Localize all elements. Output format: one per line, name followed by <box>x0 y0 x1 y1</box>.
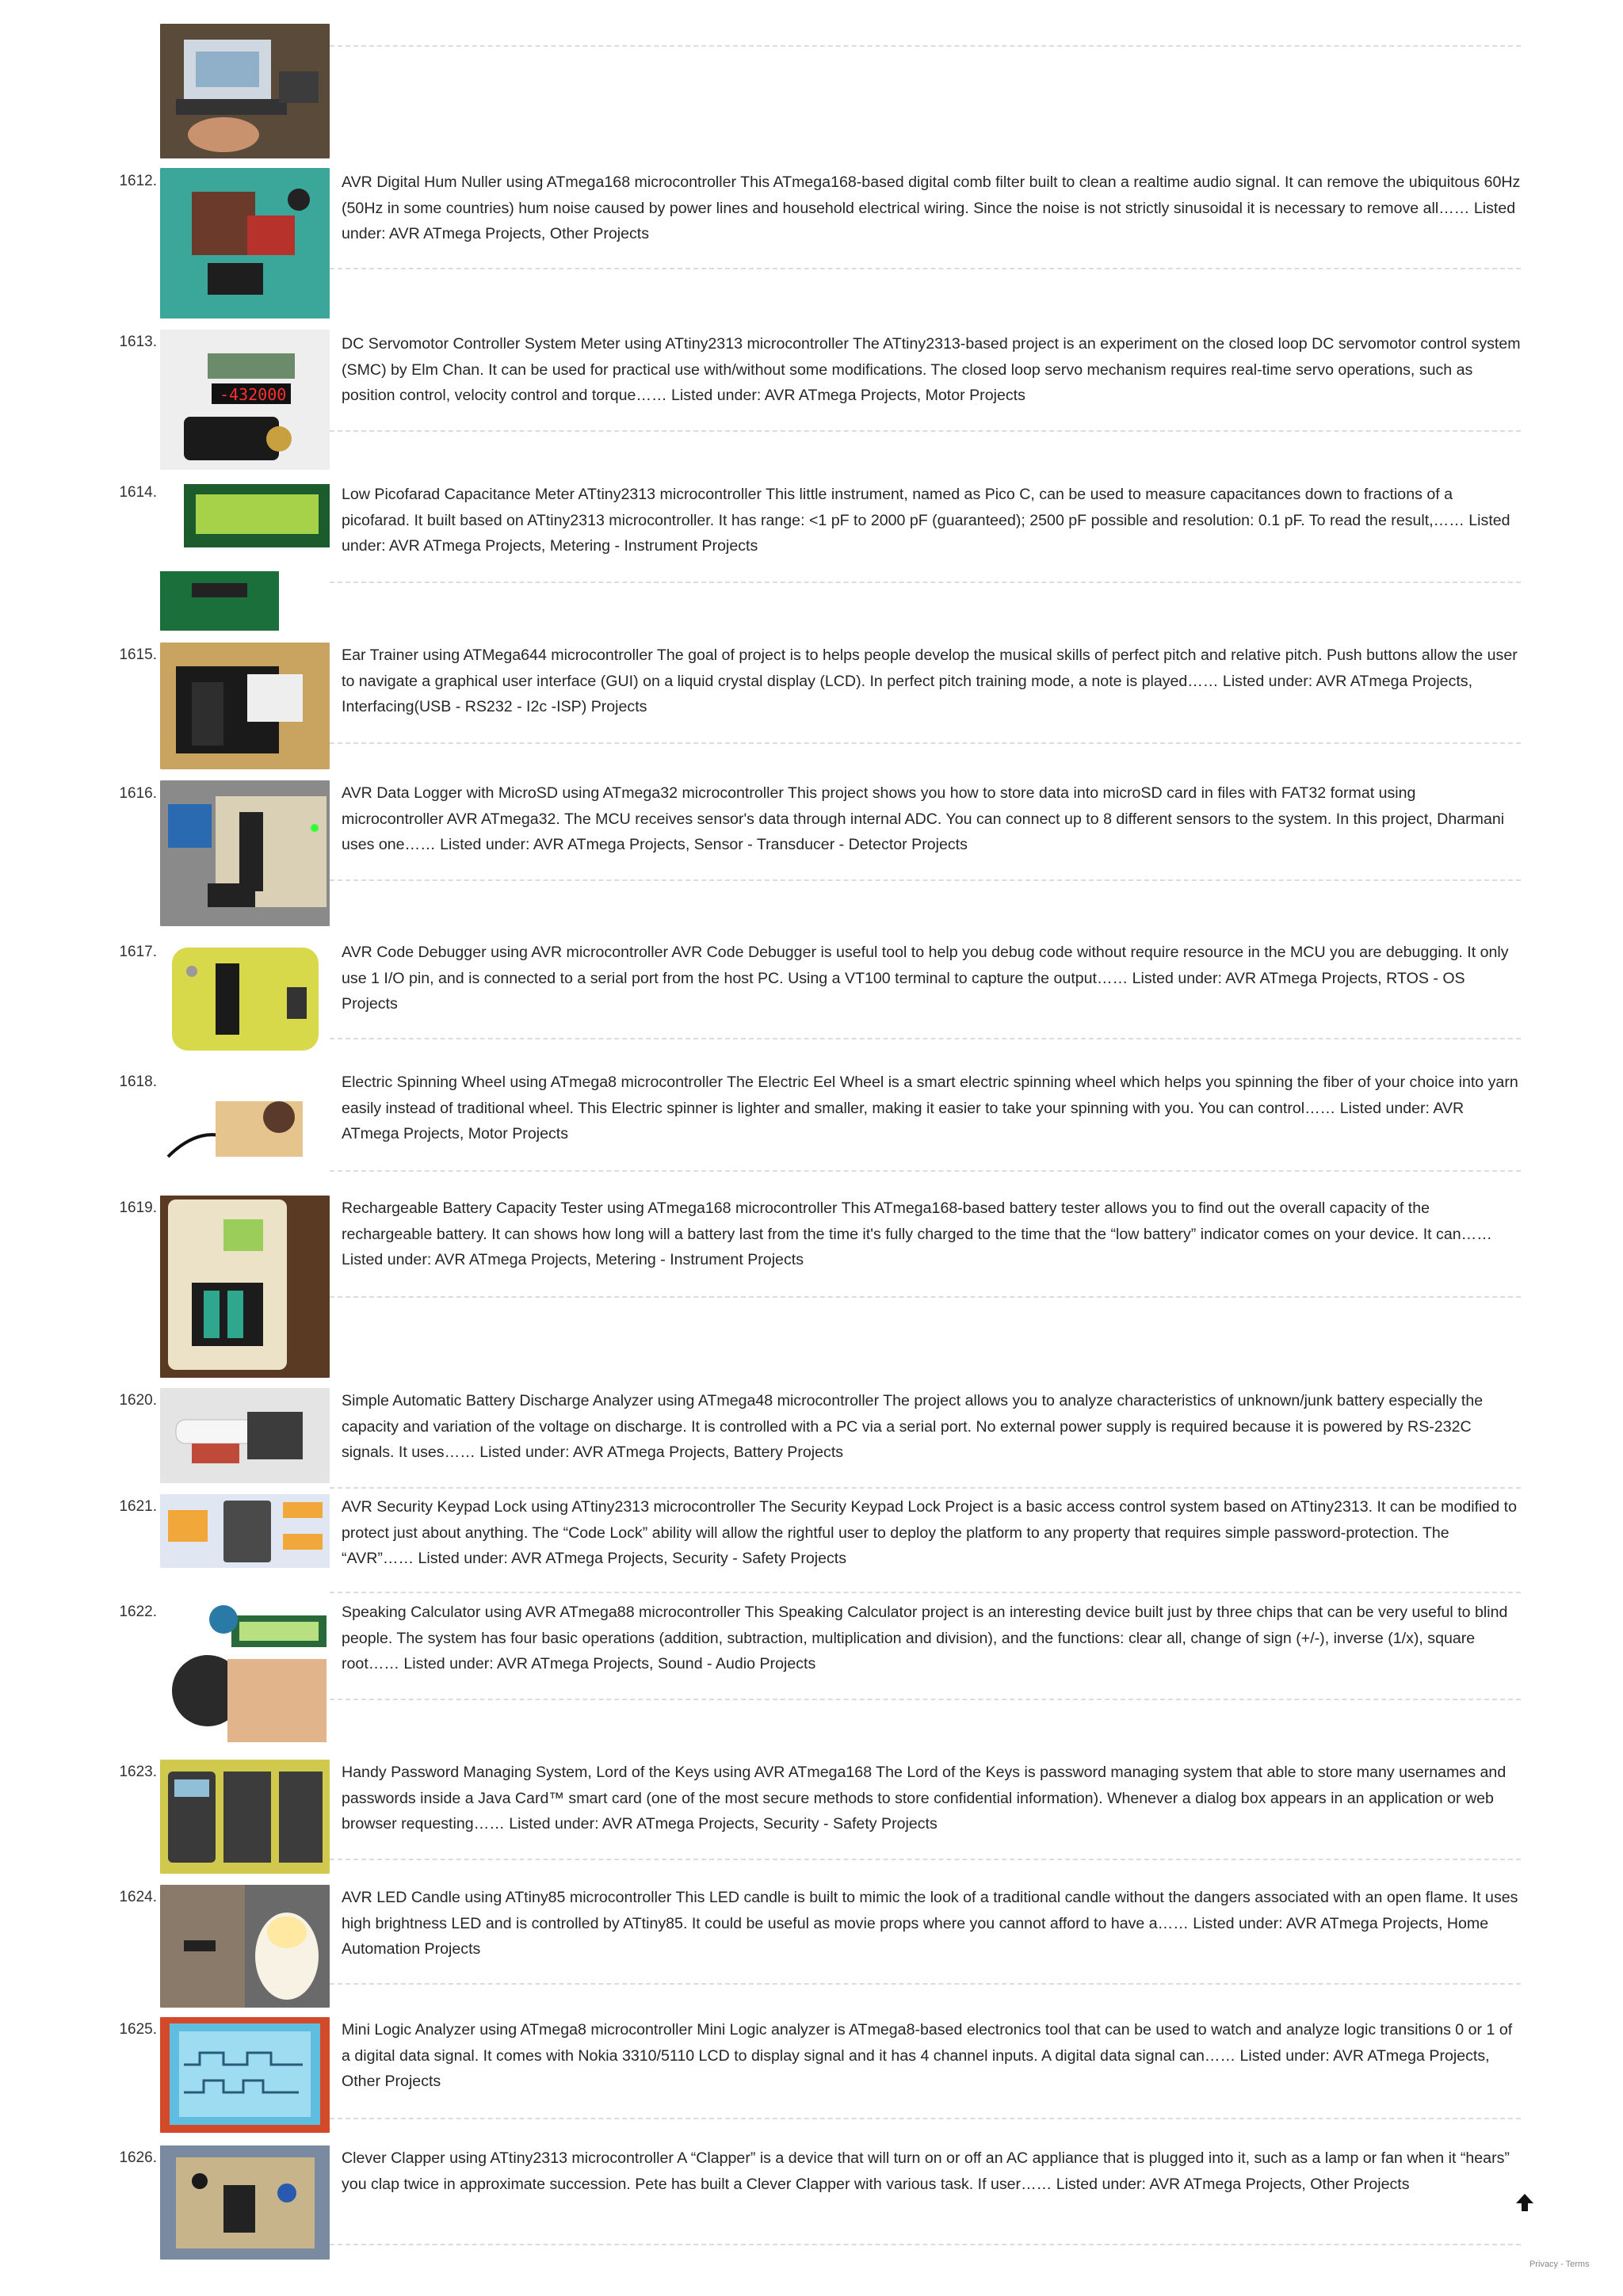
separator <box>330 1699 1521 1700</box>
item-number: 1624. <box>119 1889 157 1905</box>
category-link[interactable]: AVR ATmega Projects, Motor Projects <box>764 387 1025 404</box>
category-link[interactable]: AVR ATmega Projects, Metering - Instrument Projects <box>434 1251 804 1268</box>
item-number: 1615. <box>119 646 157 663</box>
item-number: 1621. <box>119 1498 157 1515</box>
item-description: DC Servomotor Controller System Meter using ATtiny2313 microcontroller The ATtiny2313-based project is an experiment on the closed loop DC servomotor control system (SMC) by Elm Chan. It can be used for practical use with/without some modifications. The closed loop servo mechanism requires real-time servo operations, such as position control, velocity control and torque…… Listed under: AVR ATmega Projects, Motor Projects <box>342 335 1521 404</box>
category-link[interactable]: AVR ATmega Projects, RTOS - OS Projects <box>342 969 1465 1013</box>
project-thumbnail[interactable] <box>160 1760 330 1874</box>
project-thumbnail[interactable] <box>160 330 330 470</box>
item-description: AVR LED Candle using ATtiny85 microcontroller This LED candle is built to mimic the look of a traditional candle without the dangers associated with an open flame. It uses high brightness LED and is controlled by ATtiny85. It could be useful as movie props where you cannot afford to have a…… Listed under: AVR ATmega Projects, Home Automation Projects <box>342 1889 1518 1958</box>
item-number: 1623. <box>119 1764 157 1780</box>
item-number: 1612. <box>119 173 157 189</box>
item-description: AVR Security Keypad Lock using ATtiny2313 microcontroller The Security Keypad Lock Project is a basic access control system based on ATtiny2313. It can be modified to protect just about anything. The “Code Lock” ability will allow the rightful user to deploy the platform to any property that requires simple password-protection. The “AVR”…… Listed under: AVR ATmega Projects, Security - Safety Projects <box>342 1498 1517 1567</box>
item-description: AVR Data Logger with MicroSD using ATmega32 microcontroller This project shows you how to store data into microSD card in files with FAT32 format using microcontroller AVR ATmega32. The MCU receives sensor's data through internal ADC. You can connect up to 8 different sensors to the system. In this project, Dharmani uses one…… Listed under: AVR ATmega Projects, Sensor - Transducer - Detector Projects <box>342 784 1505 853</box>
item-description: Clever Clapper using ATtiny2313 microcontroller A “Clapper” is a device that will turn on or off an AC appliance that is plugged into it, such as a lamp or fan when it “hears” you clap twice in approximate succession. Pete has built a Clever Clapper with various task. If user…… Listed under: AVR ATmega Projects, Other Projects <box>342 2149 1510 2193</box>
item-number: 1620. <box>119 1392 157 1409</box>
project-thumbnail[interactable] <box>160 1388 330 1483</box>
item-number: 1614. <box>119 484 157 501</box>
item-description: Mini Logic Analyzer using ATmega8 microcontroller Mini Logic analyzer is ATmega8-based electronics tool that can be used to watch and analyze logic transitions 0 or 1 of a digital data signal. It comes with Nokia 3310/5110 LCD to display signal and it has 4 channel inputs. A digital data signal can…… Listed under: AVR ATmega Projects, Other Projects <box>342 2021 1513 2090</box>
item-description: Simple Automatic Battery Discharge Analyzer using ATmega48 microcontroller The project allows you to analyze characteristics of unknown/junk battery especially the capacity and variation of the voltage on discharge. It is controlled with a PC via a serial port. No external power supply is required because it is powered by RS-232C signals. It uses…… Listed under: AVR ATmega Projects, Battery Projects <box>342 1392 1484 1461</box>
separator <box>330 1038 1521 1039</box>
up-arrow-icon <box>1513 2191 1537 2214</box>
project-thumbnail[interactable] <box>160 1196 330 1378</box>
category-link[interactable]: AVR ATmega Projects, Battery Projects <box>572 1444 844 1461</box>
project-thumbnail[interactable] <box>160 2145 330 2260</box>
svg-text:-432000: -432000 <box>220 385 287 404</box>
item-description: AVR Code Debugger using AVR microcontroller AVR Code Debugger is useful tool to help you debug code without require resource in the MCU you are debugging. It only use 1 I/O pin, and is connected to a serial port from the host PC. Using a VT100 terminal to capture the output…… Listed under: AVR ATmega Projects, RTOS - OS Projects <box>342 944 1509 1013</box>
item-description: AVR Digital Hum Nuller using ATmega168 microcontroller This ATmega168-based digital comb filter built to clean a realtime audio signal. It can remove the ubiquitous 60Hz (50Hz in some countries) hum noise caused by power lines and household electrical wiring. Since the noise is not strictly sinusoidal it is necessary to remove all…… Listed under: AVR ATmega Projects, Other Projects <box>342 174 1521 242</box>
project-thumbnail[interactable] <box>160 1600 330 1750</box>
category-link[interactable]: AVR ATmega Projects, Motor Projects <box>342 1099 1465 1142</box>
separator <box>330 2244 1521 2245</box>
category-link[interactable]: AVR ATmega Projects, Interfacing(USB - RS232 - I2c -ISP) Projects <box>342 672 1473 715</box>
separator <box>330 1983 1521 1985</box>
item-number: 1613. <box>119 334 157 350</box>
project-thumbnail[interactable] <box>160 643 330 769</box>
item-number: 1626. <box>119 2149 157 2166</box>
category-link[interactable]: AVR ATmega Projects, Sound - Audio Projects <box>497 1655 816 1672</box>
recaptcha-terms[interactable]: Privacy - Terms <box>1529 2260 1590 2269</box>
item-description: Electric Spinning Wheel using ATmega8 microcontroller The Electric Eel Wheel is a smart electric spinning wheel which helps you spinning the fiber of your choice into yarn easily instead of traditional wheel. This Electric spinner is lighter and smaller, making it easier to take your spinning with you. You can control…… Listed under: AVR ATmega Projects, Motor Projects <box>342 1074 1518 1142</box>
separator <box>330 430 1521 432</box>
category-link[interactable]: AVR ATmega Projects, Sensor - Transducer - Detector Projects <box>533 836 968 853</box>
category-link[interactable]: AVR ATmega Projects, Metering - Instrument Projects <box>388 537 758 555</box>
category-link[interactable]: AVR ATmega Projects, Other Projects <box>388 225 650 242</box>
project-thumbnail[interactable] <box>160 780 330 926</box>
separator <box>330 45 1521 47</box>
item-description: Speaking Calculator using AVR ATmega88 microcontroller This Speaking Calculator project is an interesting device built just by three chips that can be very useful to blind people. The system has four basic operations (addition, subtraction, multiplication and division), and the functions: clear all, change of sign (+/-), inverse (1/x), square root…… Listed under: AVR ATmega Projects, Sound - Audio Projects <box>342 1604 1508 1672</box>
item-number: 1618. <box>119 1074 157 1090</box>
item-number: 1625. <box>119 2021 157 2038</box>
separator <box>330 582 1521 583</box>
project-thumbnail[interactable] <box>160 1070 330 1180</box>
item-number: 1622. <box>119 1604 157 1620</box>
item-description: Handy Password Managing System, Lord of the Keys using AVR ATmega168 The Lord of the Keys is password managing system that able to store many usernames and passwords inside a Java Card™ smart card (one of the most secure methods to store confidential information). Whenever a dialog box appears in an application or web browser requesting…… Listed under: AVR ATmega Projects, Security - Safety Projects <box>342 1764 1507 1833</box>
category-link[interactable]: AVR ATmega Projects, Security - Safety Projects <box>511 1550 847 1567</box>
item-number: 1619. <box>119 1199 157 1216</box>
item-number: 1616. <box>119 785 157 802</box>
project-thumbnail[interactable] <box>160 2017 330 2133</box>
separator <box>330 1487 1521 1489</box>
item-description: Low Picofarad Capacitance Meter ATtiny2313 microcontroller This little instrument, named as Pico C, can be used to measure capacitances down to fractions of a picofarad. It built based on ATtiny2313 microcontroller. It has range: <1 pF to 2000 pF (guaranteed); 2500 pF possible and resolution: 0.1 pF. To read the result,…… Listed under: AVR ATmega Projects, Metering - Instrument Projects <box>342 486 1510 555</box>
separator <box>330 1296 1521 1298</box>
project-thumbnail[interactable] <box>160 1885 330 2008</box>
separator <box>330 1170 1521 1172</box>
category-link[interactable]: AVR ATmega Projects, Home Automation Projects <box>342 1914 1489 1958</box>
separator <box>330 1592 1521 1593</box>
project-thumbnail[interactable] <box>160 24 330 158</box>
item-number: 1617. <box>119 944 157 960</box>
separator <box>330 268 1521 269</box>
project-thumbnail[interactable] <box>160 480 330 631</box>
category-link[interactable]: AVR ATmega Projects, Other Projects <box>342 2046 1490 2090</box>
item-description: Rechargeable Battery Capacity Tester using ATmega168 microcontroller This ATmega168-based battery tester allows you to find out the overall capacity of the rechargeable battery. It can shows how long will a battery last from the time it's fully charged to the time that the “low battery” indicator comes on your device. It can…… Listed under: AVR ATmega Projects, Metering - Instrument Projects <box>342 1199 1492 1268</box>
back-to-top-button[interactable] <box>1513 2191 1537 2214</box>
separator <box>330 742 1521 744</box>
project-thumbnail[interactable] <box>160 1494 330 1568</box>
project-thumbnail[interactable] <box>160 940 330 1060</box>
category-link[interactable]: AVR ATmega Projects, Security - Safety Projects <box>601 1815 938 1833</box>
project-thumbnail[interactable] <box>160 168 330 318</box>
category-link[interactable]: AVR ATmega Projects, Other Projects <box>1149 2175 1410 2193</box>
separator <box>330 879 1521 881</box>
separator <box>330 2118 1521 2119</box>
separator <box>330 1859 1521 1860</box>
item-description: Ear Trainer using ATMega644 microcontroller The goal of project is to helps people develop the musical skills of perfect pitch and relative pitch. Push buttons allow the user to navigate a graphical user interface (GUI) on a liquid crystal display (LCD). In perfect pitch training mode, a note is played…… Listed under: AVR ATmega Projects, Interfacing(USB - RS232 - I2c -ISP) Projects <box>342 646 1518 715</box>
